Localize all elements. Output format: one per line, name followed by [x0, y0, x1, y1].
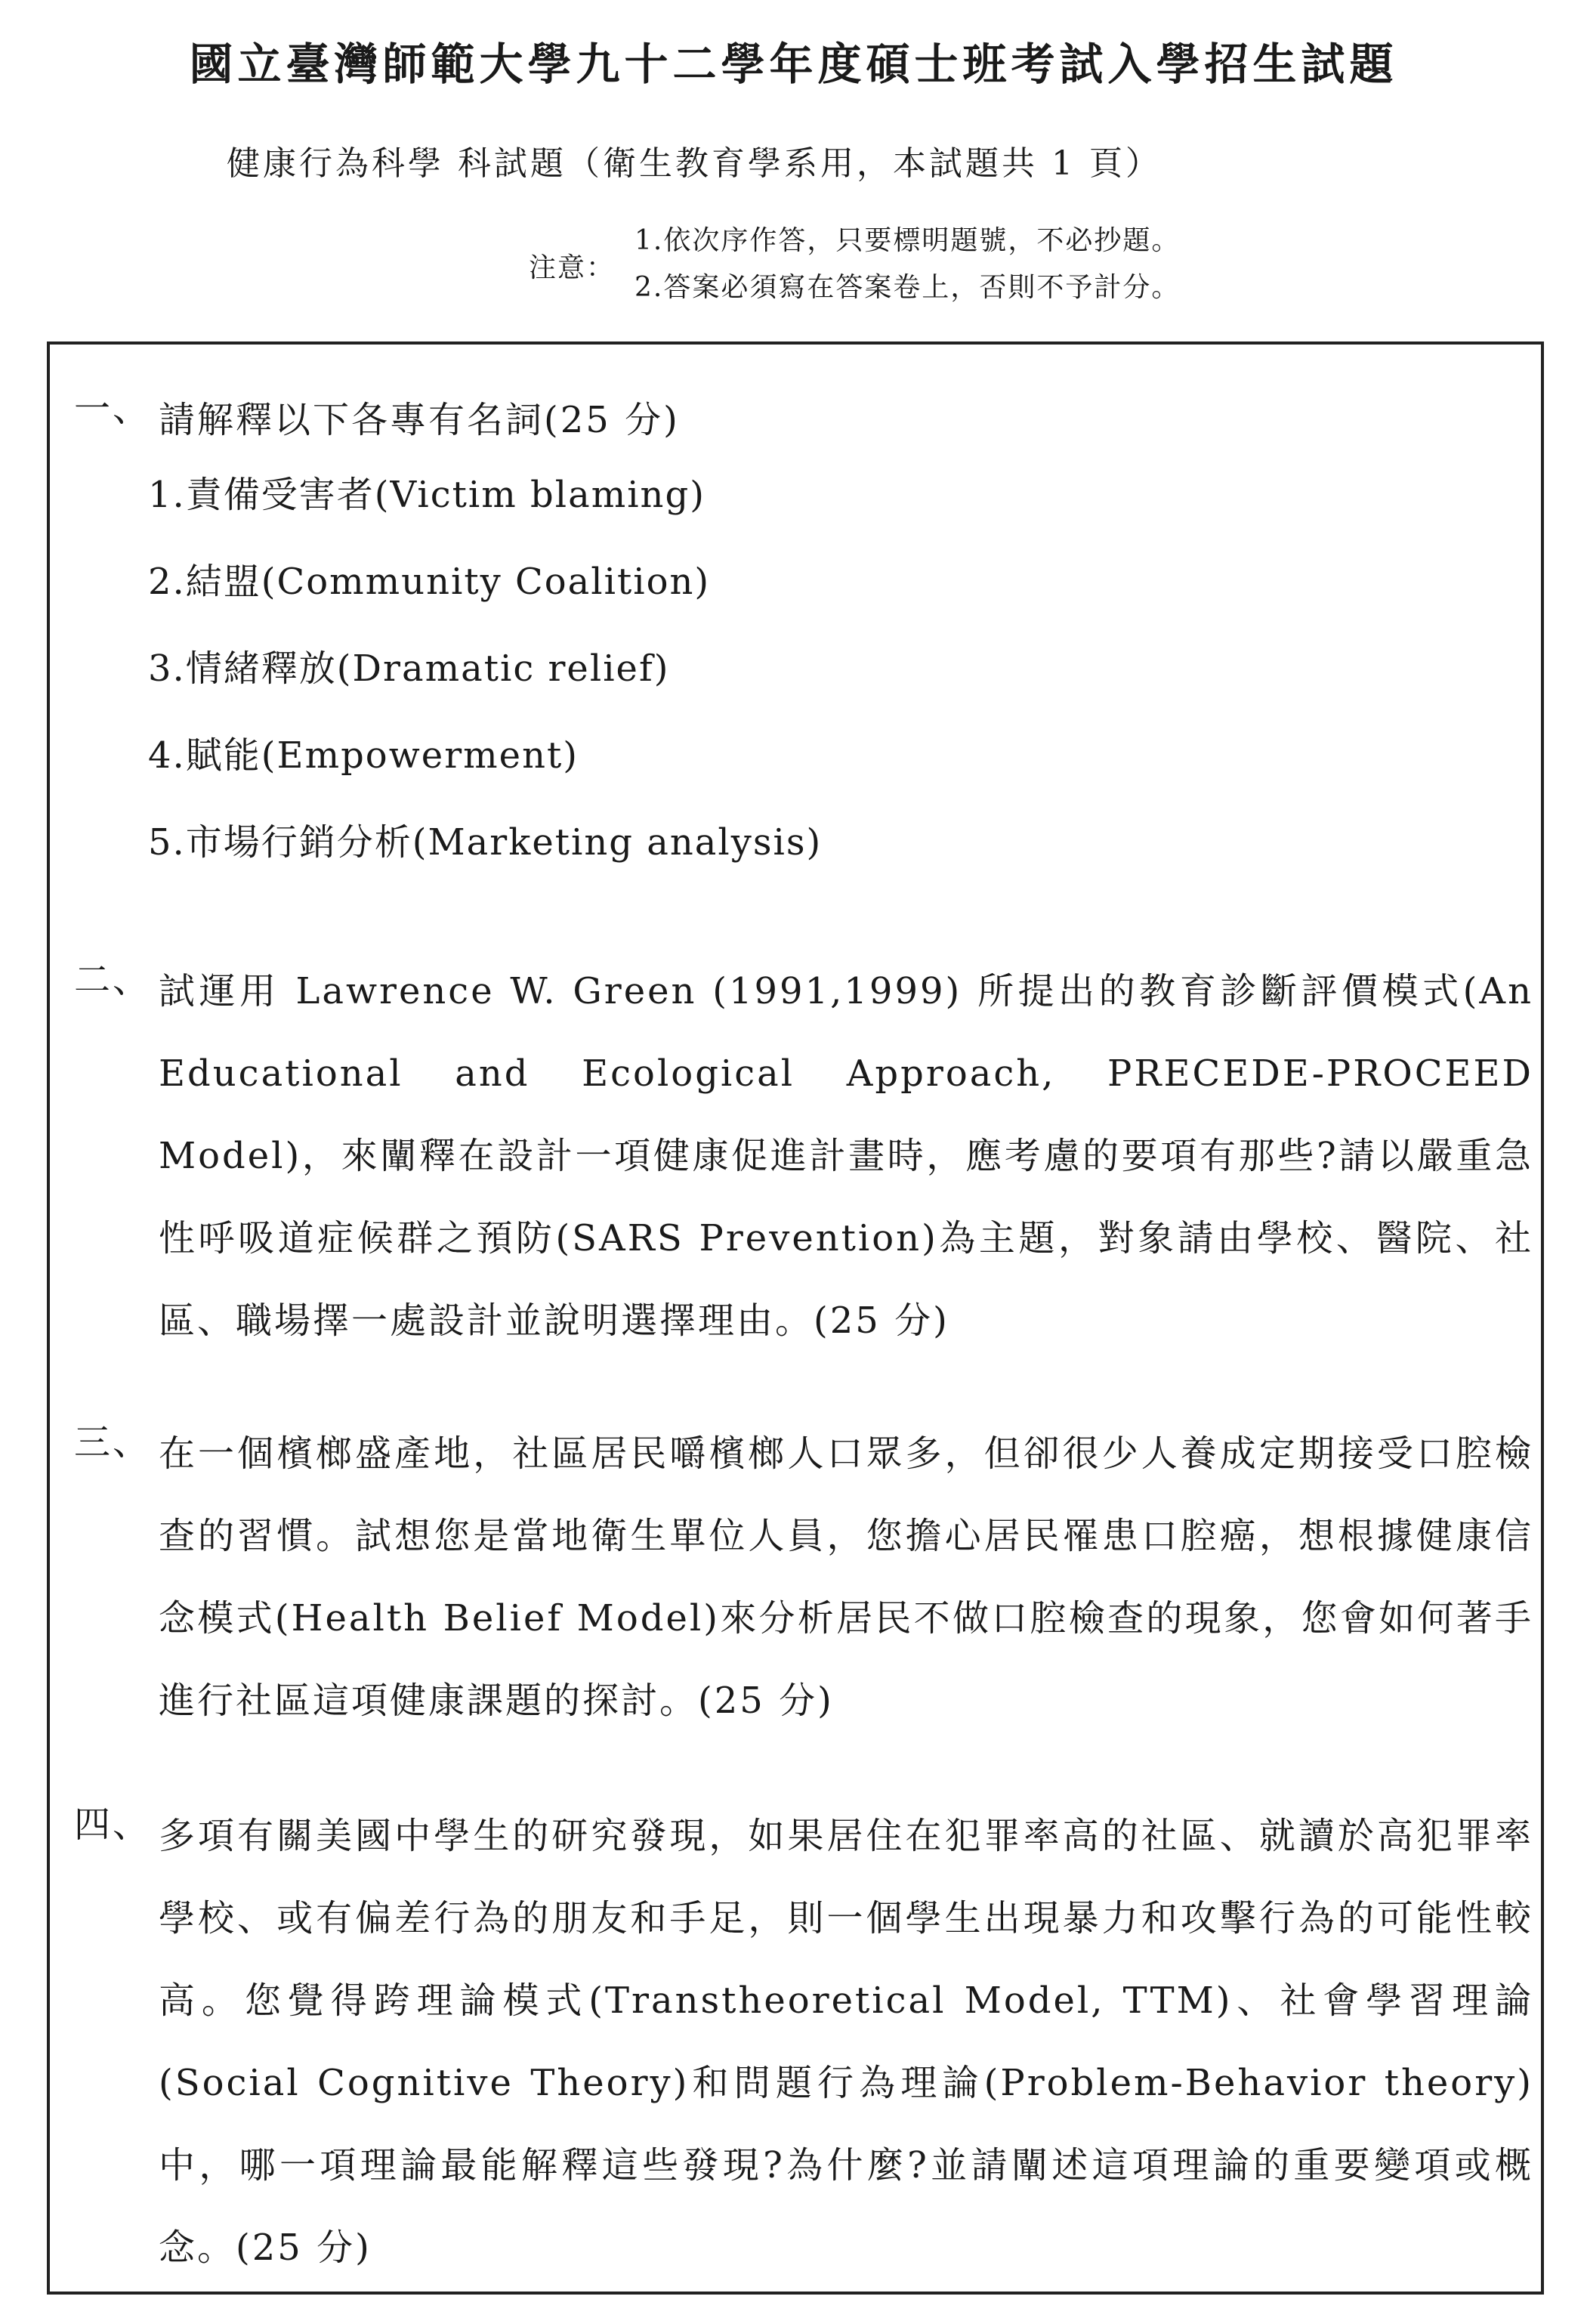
- question-2-text: 試運用 Lawrence W. Green (1991,1999) 所提出的教育診斷評價模式(An Educational and Ecological Approach, PRECEDE-PROCEED Model)，來闡釋在設計一項健康促進計畫時，應考慮的要項有那些?請以嚴重急性呼吸道症候群之預防(SARS Prevention)為主題，對象請由學校、醫院、社區、職場擇一處設計並說明選擇理由。(25 分): [159, 970, 1533, 1342]
- term-item-2: 2.結盟(Community Coalition): [148, 561, 711, 603]
- question-4-number: 四、: [74, 1803, 152, 1846]
- notes-label: 注意：: [529, 252, 616, 283]
- term-item-5: 5.市場行銷分析(Marketing analysis): [148, 821, 823, 864]
- question-3-text: 在一個檳榔盛產地，社區居民嚼檳榔人口眾多，但卻很少人養成定期接受口腔檢查的習慣。試想您是當地衛生單位人員，您擔心居民罹患口腔癌，想根據健康信念模式(Health Belief Model)來分析居民不做口腔檢查的現象，您會如何著手進行社區這項健康課題的探討。(25 分): [159, 1432, 1533, 1722]
- question-2-number: 二、: [74, 959, 152, 1001]
- exam-subtitle: 健康行為科學 科試題（衛生教育學系用，本試題共 1 頁）: [227, 144, 1162, 183]
- question-1-number: 一、: [74, 388, 152, 430]
- exam-notes: [529, 219, 1360, 317]
- note-line-2: 2.答案必須寫在答案卷上，否則不予計分。: [634, 272, 1181, 303]
- term-item-1: 1.責備受害者(Victim blaming): [148, 474, 706, 516]
- note-line-1: 1.依次序作答，只要標明題號，不必抄題。: [634, 225, 1181, 256]
- term-item-3: 3.情緒釋放(Dramatic relief): [148, 647, 670, 690]
- exam-title: 國立臺灣師範大學九十二學年度碩士班考試入學招生試題: [189, 39, 1398, 90]
- question-1-text: 請解釋以下各專有名詞(25 分): [159, 399, 680, 441]
- question-4-text: 多項有關美國中學生的研究發現，如果居住在犯罪率高的社區、就讀於高犯罪率學校、或有偏差行為的朋友和手足，則一個學生出現暴力和攻擊行為的可能性較高。您覺得跨理論模式(Transtheoretical Model, TTM)、社會學習理論(Social Cognitive Theory)和問題行為理論(Problem-Behavior theory)中，哪一項理論最能解釋這些發現?為什麼?並請闡述這項理論的重要變項或概念。(25 分): [159, 1815, 1533, 2269]
- question-3-number: 三、: [74, 1421, 152, 1463]
- term-item-4: 4.賦能(Empowerment): [148, 734, 579, 777]
